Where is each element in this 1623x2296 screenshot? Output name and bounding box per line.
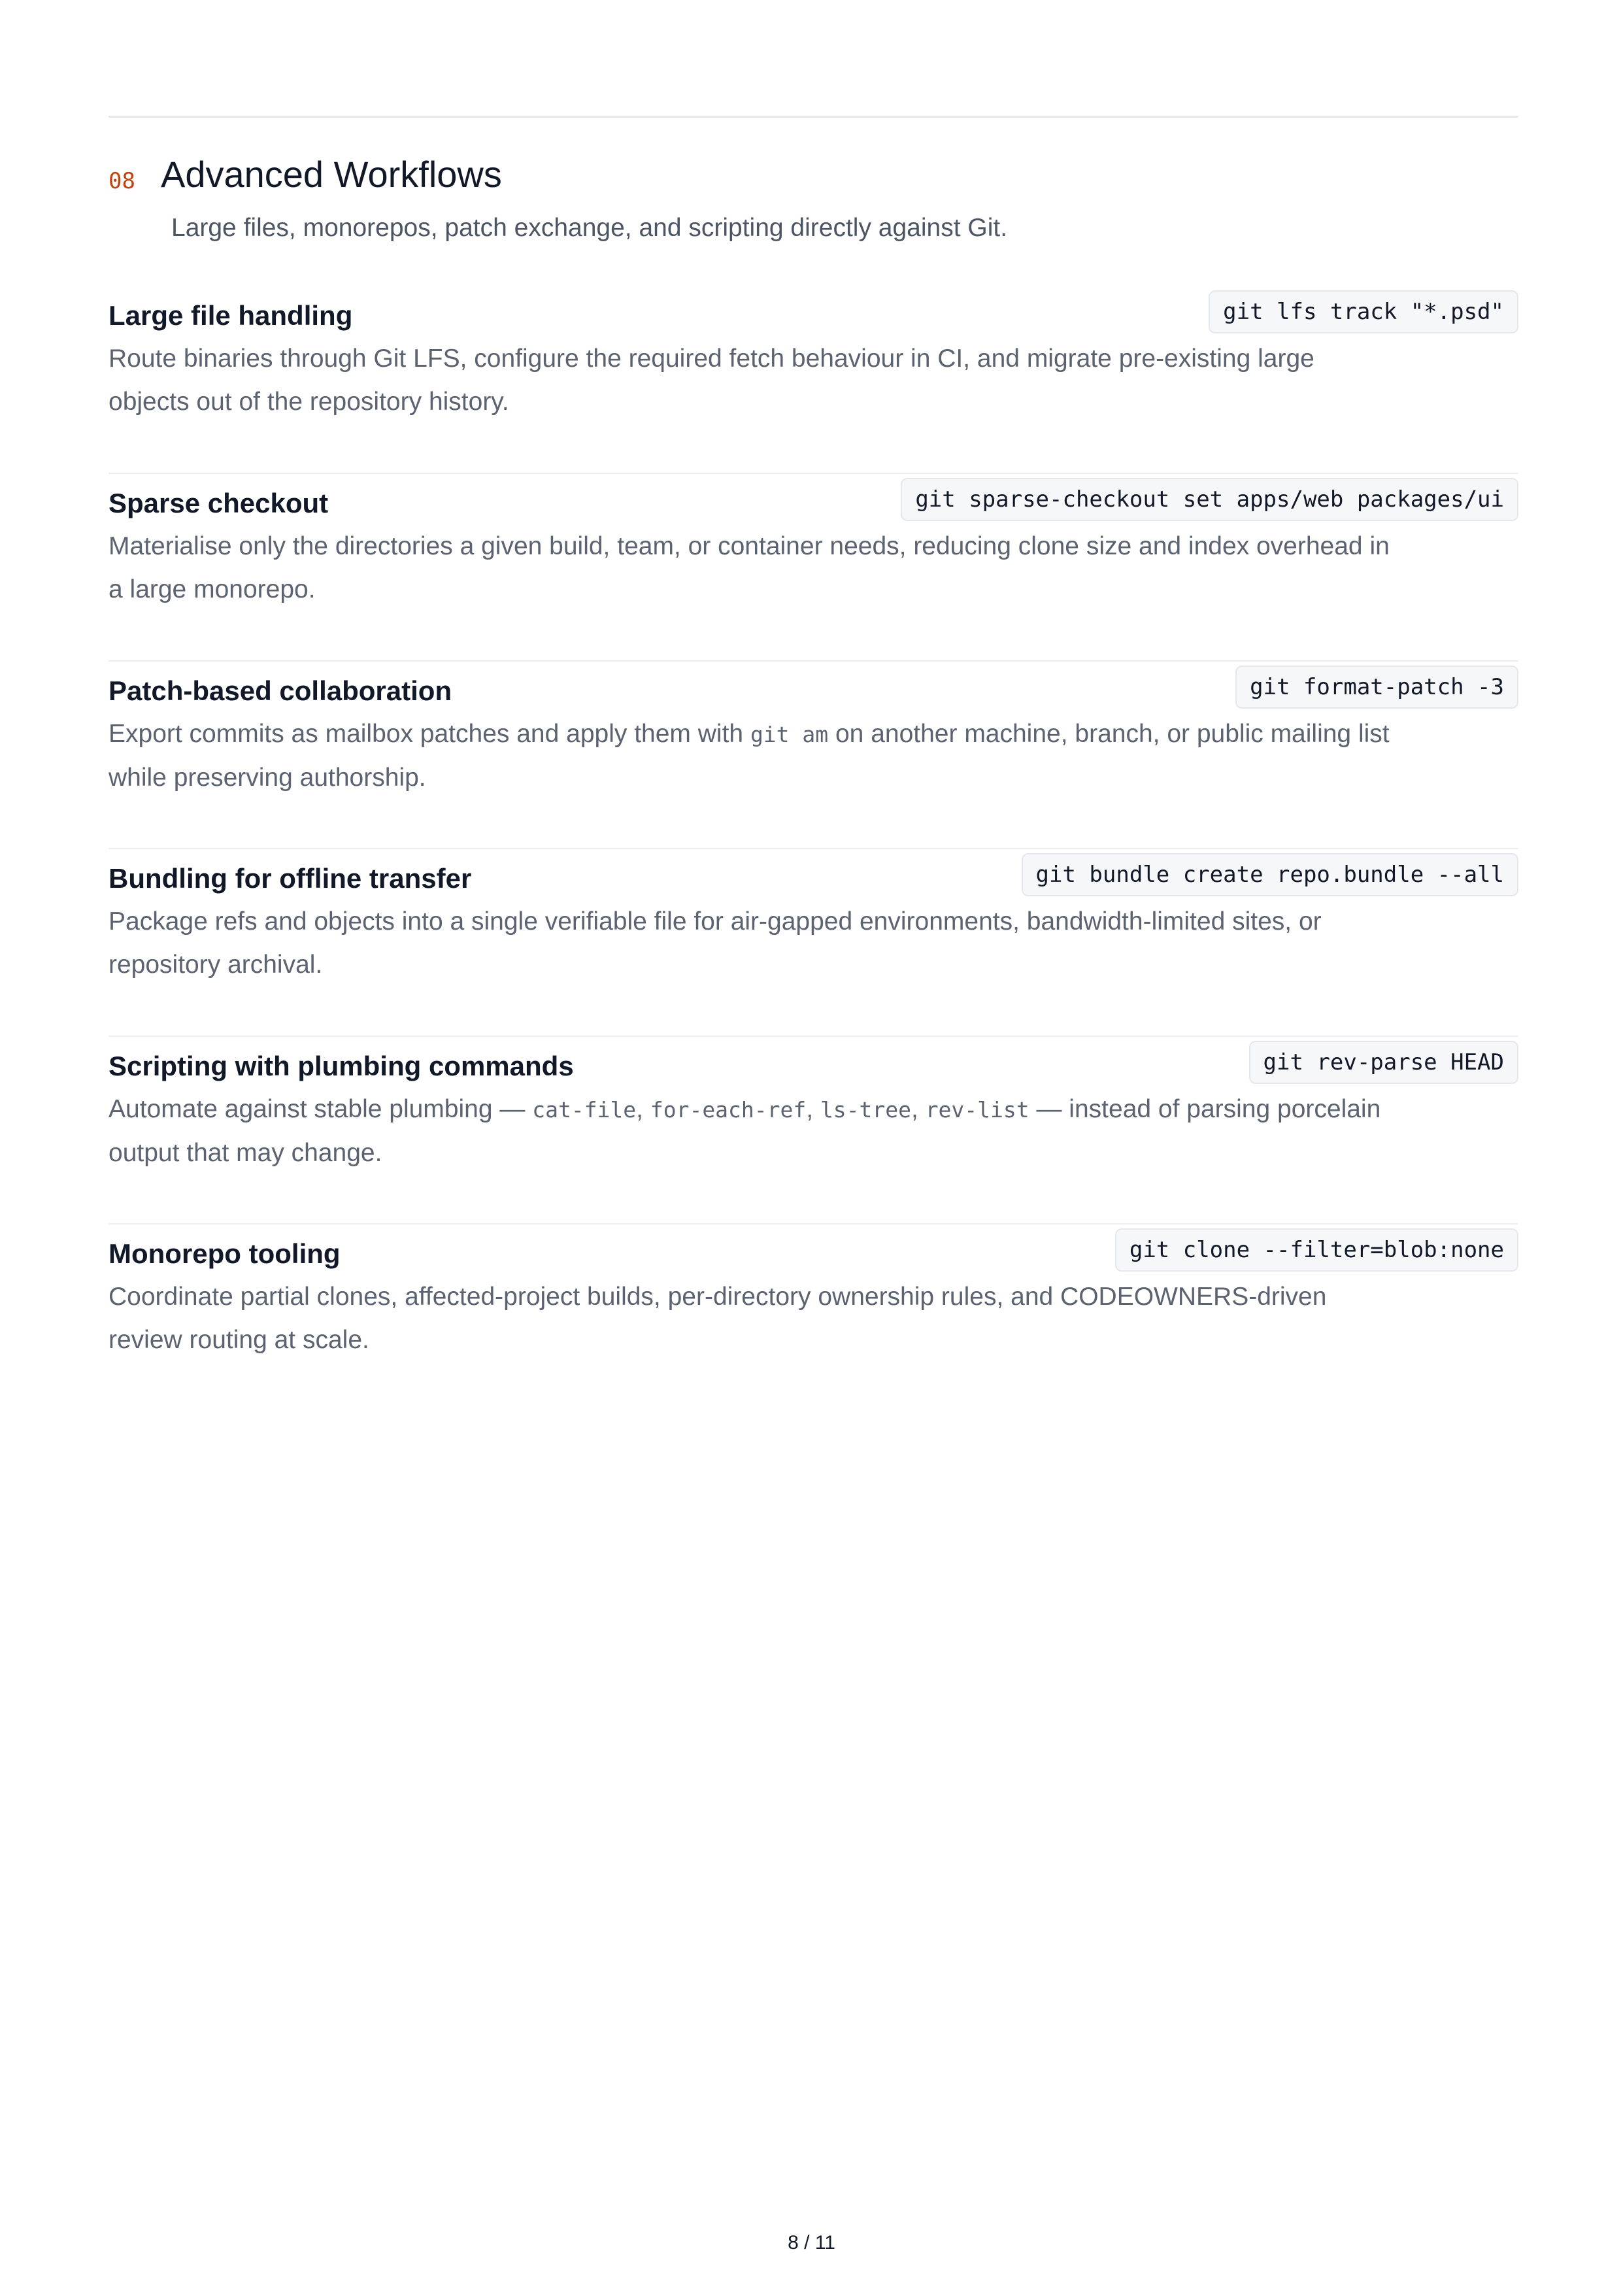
topic-scripting-plumbing-commands: [109, 1037, 1518, 1224]
section-header: [109, 150, 1518, 203]
description-text: Export commits as mailbox patches and apply them with: [109, 720, 750, 748]
topic-description: Package refs and objects into a single verifiable file for air-gapped environments, bandwidth-limited sites, or repository archival.: [109, 907, 1322, 979]
document-page: [109, 0, 1518, 2296]
topic-title: Sparse checkout: [109, 488, 329, 518]
description-text: — instead of parsing porcelain output that may change.: [109, 1095, 1381, 1167]
command-snippet[interactable]: git format-patch -3: [1235, 666, 1518, 709]
top-divider: [109, 116, 1518, 118]
topic-large-file-handling: [109, 286, 1518, 474]
separator: ,: [636, 1095, 650, 1123]
section-title: Advanced Workflows: [161, 154, 502, 195]
topic-description: Route binaries through Git LFS, configure the required fetch behaviour in CI, and migrate pre-existing large objects out of the repository history.: [109, 345, 1314, 416]
separator: ,: [911, 1095, 926, 1123]
inline-code: for-each-ref: [650, 1097, 807, 1123]
topic-monorepo-tooling: [109, 1224, 1518, 1412]
topic-title: Bundling for offline transfer: [109, 863, 472, 894]
separator: ,: [806, 1095, 820, 1123]
topic-title: Patch-based collaboration: [109, 675, 452, 706]
topic-title: Monorepo tooling: [109, 1238, 341, 1269]
inline-code: rev-list: [925, 1097, 1029, 1123]
topic-description: [109, 713, 1390, 800]
topic-description: Materialise only the directories a given build, team, or container needs, reducing clone size and index overhead in a large monorepo.: [109, 532, 1390, 603]
topic-description: [109, 1088, 1390, 1175]
section-number: 08: [109, 168, 135, 194]
command-snippet[interactable]: git rev-parse HEAD: [1249, 1041, 1518, 1084]
topic-description: Coordinate partial clones, affected-project builds, per-directory ownership rules, and CODEOWNERS-driven review routing at scale.: [109, 1283, 1327, 1354]
description-text: Automate against stable plumbing —: [109, 1095, 533, 1123]
description-text: on another machine, branch, or public mailing list while preserving authorship.: [109, 720, 1390, 792]
inline-code: git am: [750, 722, 829, 747]
topic-bundling-offline-transfer: [109, 849, 1518, 1037]
inline-code: ls-tree: [820, 1097, 912, 1123]
command-snippet[interactable]: git clone --filter=blob:none: [1115, 1228, 1518, 1272]
inline-code: cat-file: [532, 1097, 637, 1123]
command-snippet[interactable]: git bundle create repo.bundle --all: [1022, 853, 1518, 896]
topic-sparse-checkout: [109, 474, 1518, 662]
topic-title: Large file handling: [109, 300, 353, 331]
page-indicator: 8 / 11: [788, 2232, 835, 2254]
command-snippet[interactable]: git sparse-checkout set apps/web packages/ui: [901, 478, 1518, 521]
section-subtitle: Large files, monorepos, patch exchange, and scripting directly against Git.: [171, 214, 1008, 242]
topic-title: Scripting with plumbing commands: [109, 1051, 574, 1081]
command-snippet[interactable]: git lfs track "*.psd": [1209, 290, 1518, 333]
topic-patch-based-collaboration: [109, 662, 1518, 849]
